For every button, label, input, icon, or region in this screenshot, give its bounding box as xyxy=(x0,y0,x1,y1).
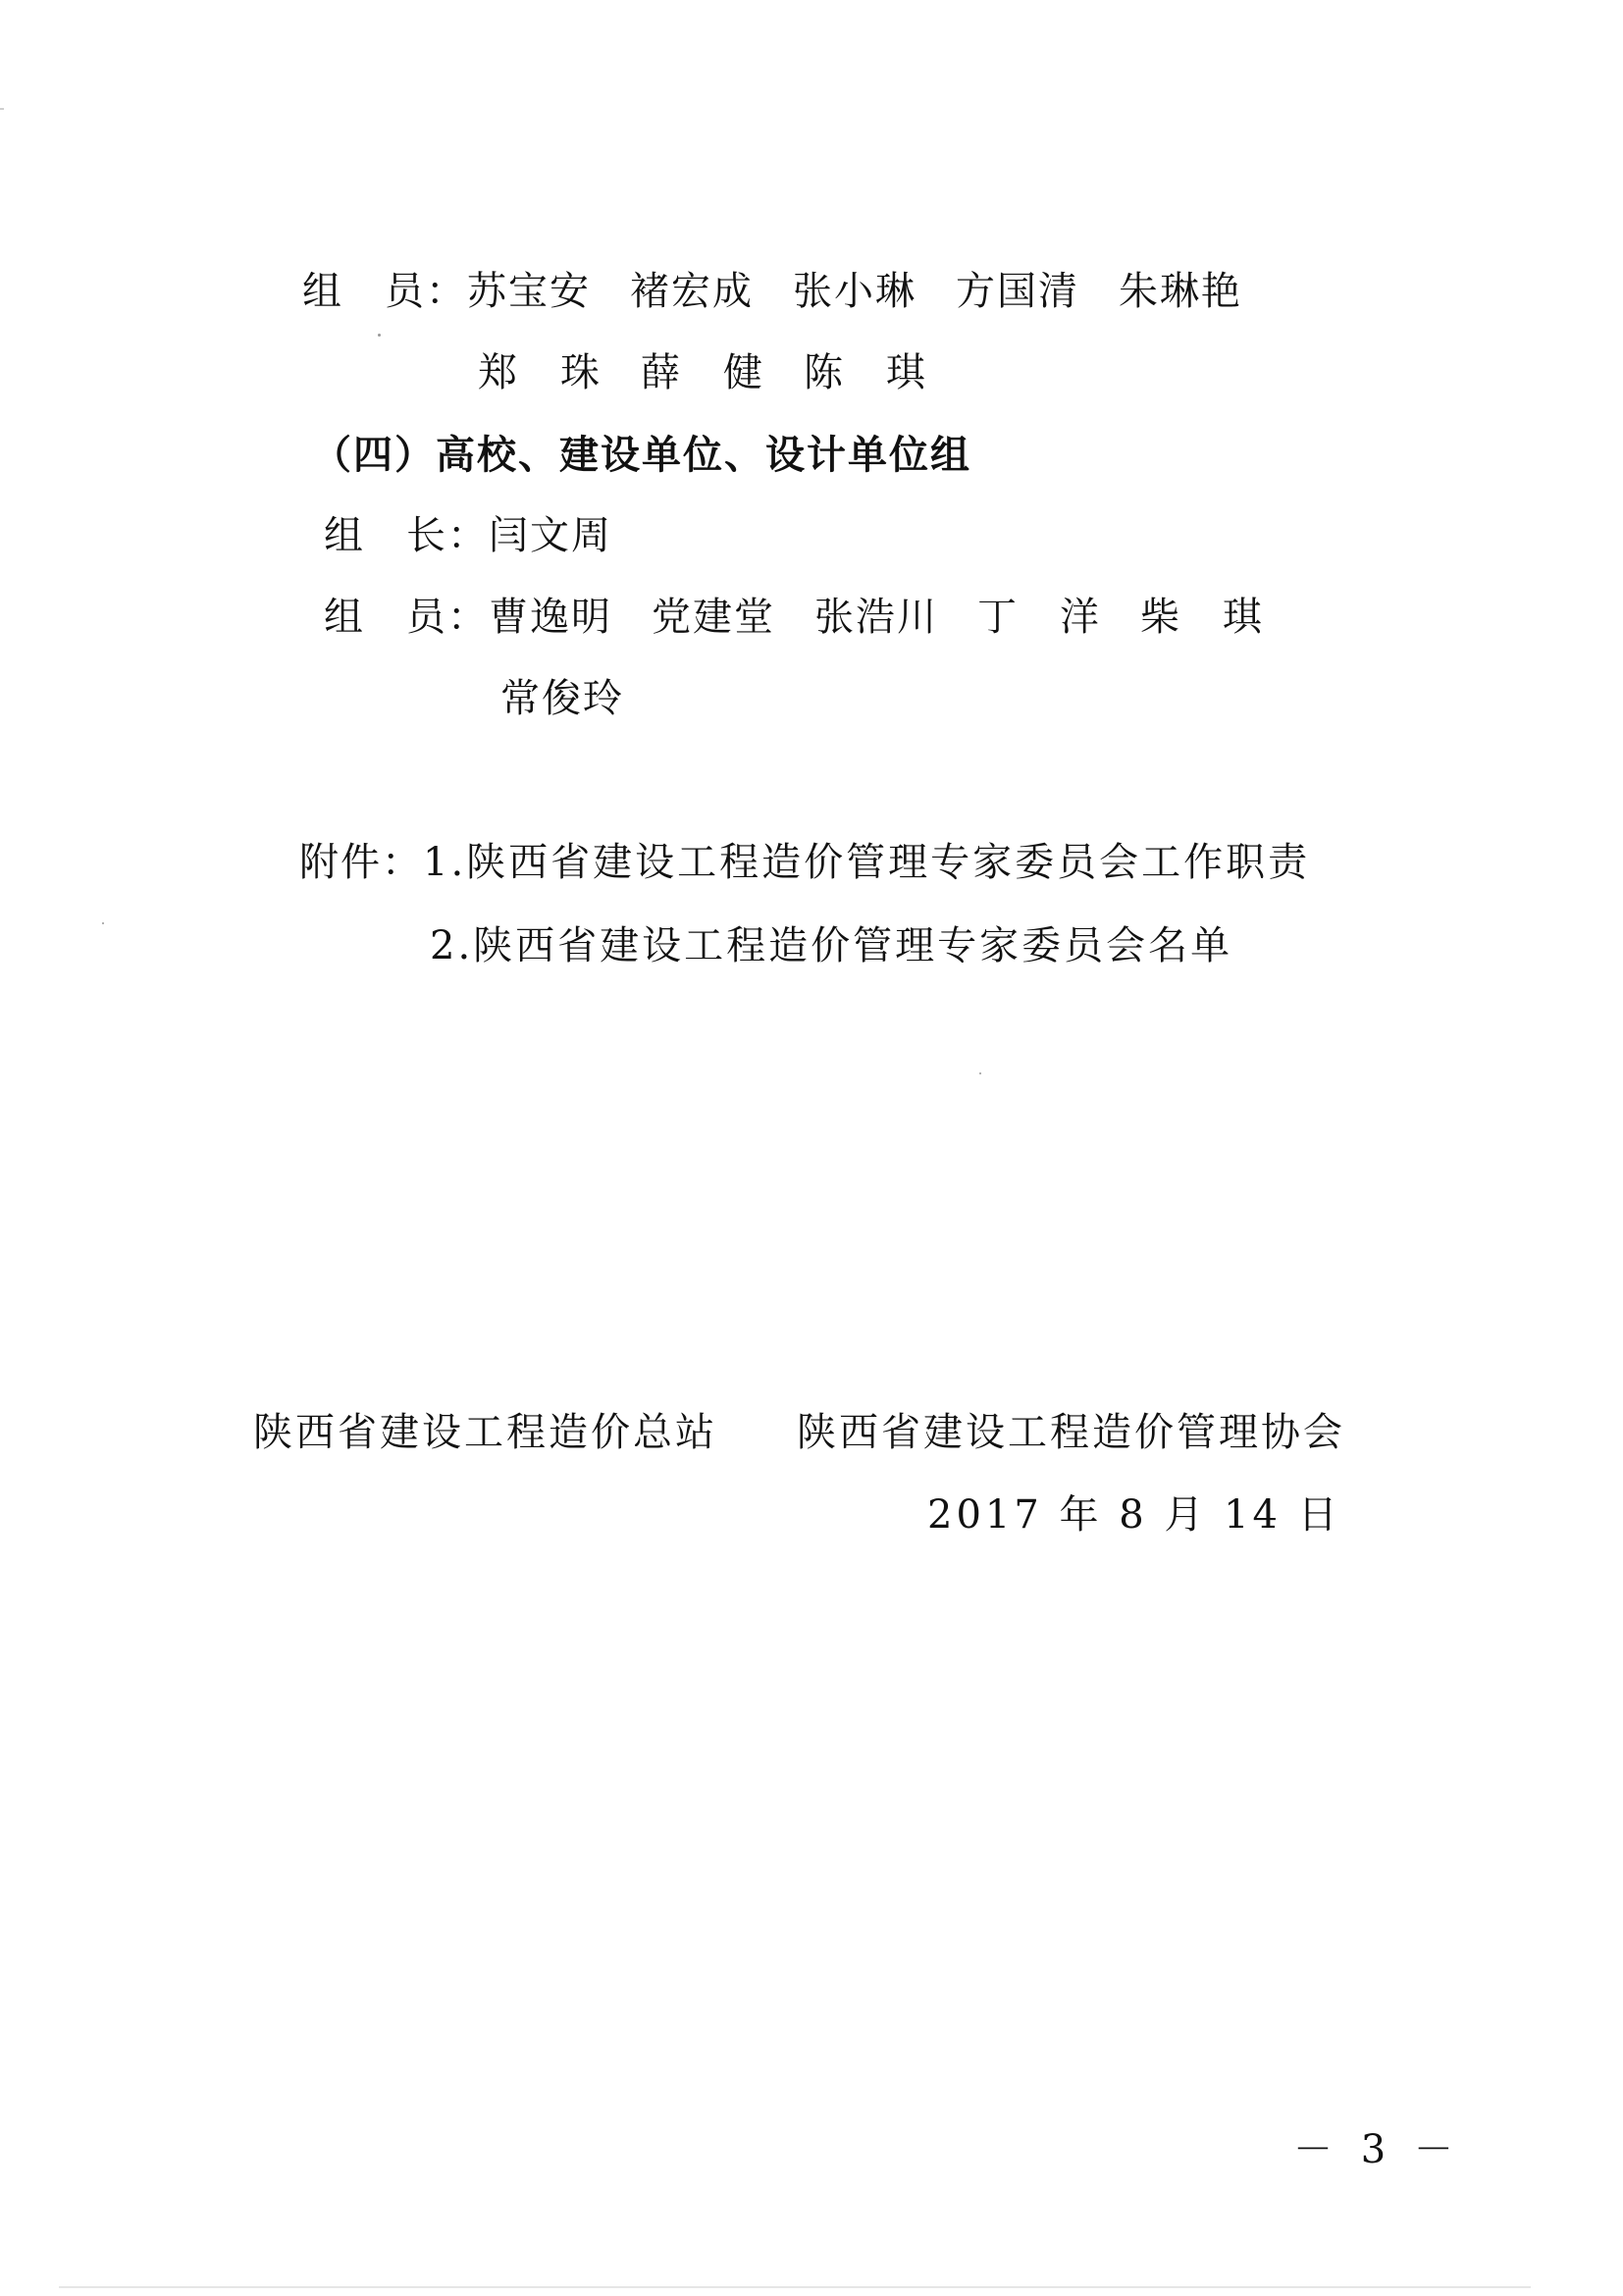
group4-members-row1 xyxy=(324,594,1264,641)
group4-members-label: 组 员： xyxy=(324,595,489,640)
member-name: 褚宏成 xyxy=(630,269,754,314)
member-name: 常俊玲 xyxy=(500,676,624,721)
attachment-row-2 xyxy=(430,922,1232,969)
group4-members-names-row1 xyxy=(489,594,1264,641)
member-name: 党建堂 xyxy=(652,595,775,640)
member-name: 张浩川 xyxy=(814,595,938,640)
scan-edge-mark xyxy=(0,108,4,110)
group3-members-row1 xyxy=(302,268,1242,315)
group4-leader-row xyxy=(324,512,612,559)
scan-speck xyxy=(102,922,104,924)
attachment-item-2: 2.陕西省建设工程造价管理专家委员会名单 xyxy=(430,923,1233,968)
member-name: 薛 健 xyxy=(641,350,764,395)
scan-speck xyxy=(979,1072,981,1074)
member-name: 朱琳艳 xyxy=(1119,269,1242,314)
member-name: 张小琳 xyxy=(793,269,916,314)
attachment-row-1 xyxy=(299,839,1310,886)
group3-members-row2 xyxy=(478,349,927,396)
group3-members-names-row1 xyxy=(467,268,1242,315)
leader-name: 闫文周 xyxy=(489,513,612,558)
signature-org-2: 陕西省建设工程造价管理协会 xyxy=(797,1410,1345,1455)
signature-date: 2017 年 8 月 14 日 xyxy=(927,1492,1341,1538)
group3-members-names-row2 xyxy=(478,349,927,396)
group4-members-row2 xyxy=(500,675,624,722)
member-name: 陈 琪 xyxy=(804,350,927,395)
member-name: 曹逸明 xyxy=(489,595,612,640)
scan-edge-mark xyxy=(59,2286,1531,2288)
signature-org-1: 陕西省建设工程造价总站 xyxy=(253,1410,717,1455)
attachments-label: 附件： xyxy=(299,840,423,885)
scan-speck xyxy=(378,334,381,337)
member-name: 郑 珠 xyxy=(478,350,602,395)
member-name: 方国清 xyxy=(956,269,1079,314)
attachment-item-1: 1.陕西省建设工程造价管理专家委员会工作职责 xyxy=(423,840,1311,885)
member-name: 柴 琪 xyxy=(1140,595,1264,640)
member-name: 丁 洋 xyxy=(977,595,1101,640)
group3-members-label: 组 员： xyxy=(302,269,467,314)
member-name: 苏宝安 xyxy=(467,269,591,314)
group4-heading: （四）高校、建设单位、设计单位组 xyxy=(312,432,971,478)
page-number: － 3 － xyxy=(1293,2127,1461,2172)
group4-leader-label: 组 长： xyxy=(324,513,489,558)
